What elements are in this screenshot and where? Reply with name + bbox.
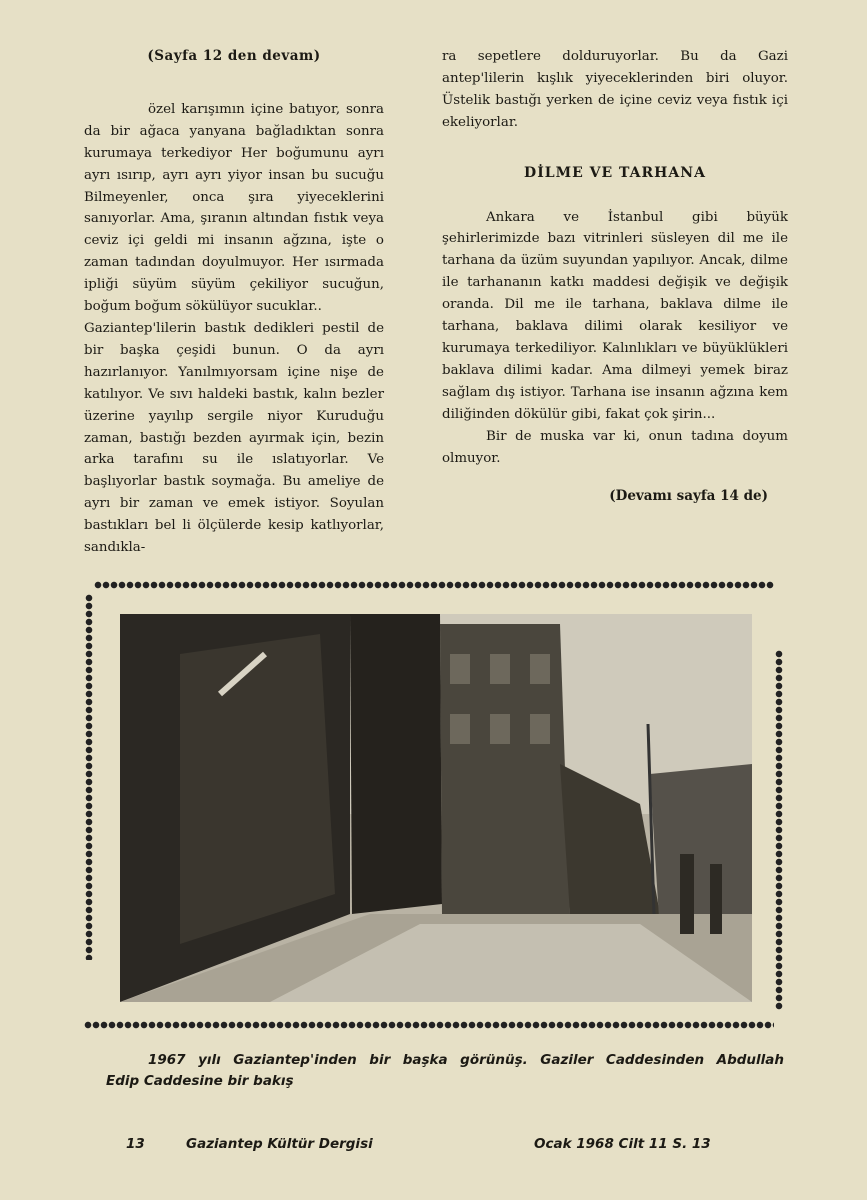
street-photo (120, 614, 752, 1002)
street-photo-image (120, 614, 752, 1002)
body-paragraph: Gaziantep'lilerin bastık dedikleri pestil de bir başka çeşidi bunun. O da ayrı hazırlanıyor. Yanılmıyorsam içine nişe de katılıyor. Ve sıvı haldeki bastık, kalın bezler üzerine yayılıp sergile niyor Kuruduğu zaman, bastığı bezden ayırmak için, bezin arka tarafını su ile ıslatıyorlar. Ve başlıyorlar bastık soymağa. Bu ameliye de ayrı bir zaman ve emek istiyor. Soyulan bastıkları bel li ölçülerde kesip katlıyorlar, sandıkla- (84, 320, 384, 556)
right-column (442, 46, 788, 522)
body-paragraph: özel karışımın içine batıyor, sonra da bir ağaca yanyana bağladıktan sonra kurumaya terkediyor Her boğumunu ayrı ayrı ısırıp, ayrı ayrı yiyor insan bu sucuğu Bilmeyenler, onca şıra yiyeceklerini sanıyorlar. Ama, şıranın altından fıstık veya ceviz içi geldi mi insanın ağzına, işte o zaman tadından doyulmuyor. Her ısırmada ipliği süyüm süyüm çekiliyor sucuğun, boğum boğum sökülüyor sucuklar.. (84, 101, 384, 315)
body-paragraph: ra sepetlere dolduruyorlar. Bu da Gazi antep'lilerin kışlık yiyeceklerinden biri oluyor. Üstelik bastığı yerken de içine ceviz veya fıstık içi ekeliyorlar. (442, 49, 788, 130)
dotted-border-bottom (84, 1020, 774, 1030)
body-paragraph: Ankara ve İstanbul gibi büyük şehirlerimizde bazı vitrinleri süsleyen dil me ile tarhana da üzüm suyundan yapılıyor. Ancak, dilme ile tarhananın katkı maddesi değişik ve değişik oranda. Dil me ile tarhana, baklava dilme ile tarhana, baklava dilimi olarak kesiliyor ve kurumaya terkediliyor. Kalınlıkları ve büyüklükleri baklava dilimi kadar. Ama dilmeyi yemek biraz sağlam dış istiyor. Tarhana ise insanın ağzına kem diliğinden dökülür gibi, fakat çok şirin... (442, 209, 788, 422)
caption-line: 1967 yılı Gaziantep'inden bir başka görünüş. Gaziler Caddesinden Abdullah (148, 1052, 784, 1068)
body-paragraph: Bir de muska var ki, onun tadına doyum olmuyor. (442, 428, 788, 466)
continued-from-note: (Sayfa 12 den devam) (147, 48, 321, 64)
photo-frame (84, 580, 784, 1030)
dotted-border-top (94, 580, 774, 590)
journal-title: Gaziantep Kültür Dergisi (186, 1136, 373, 1152)
continued-to-note: (Devamı sayfa 14 de) (609, 488, 768, 505)
caption-line: Edip Caddesine bir bakış (106, 1073, 294, 1089)
dotted-border-right (774, 650, 784, 1010)
dotted-border-left (84, 594, 94, 960)
issue-info: Ocak 1968 Cilt 11 S. 13 (534, 1136, 711, 1152)
photo-caption (106, 1050, 784, 1092)
page-number: 13 (126, 1136, 145, 1152)
section-heading: DİLME VE TARHANA (524, 164, 706, 181)
left-column (84, 46, 384, 559)
